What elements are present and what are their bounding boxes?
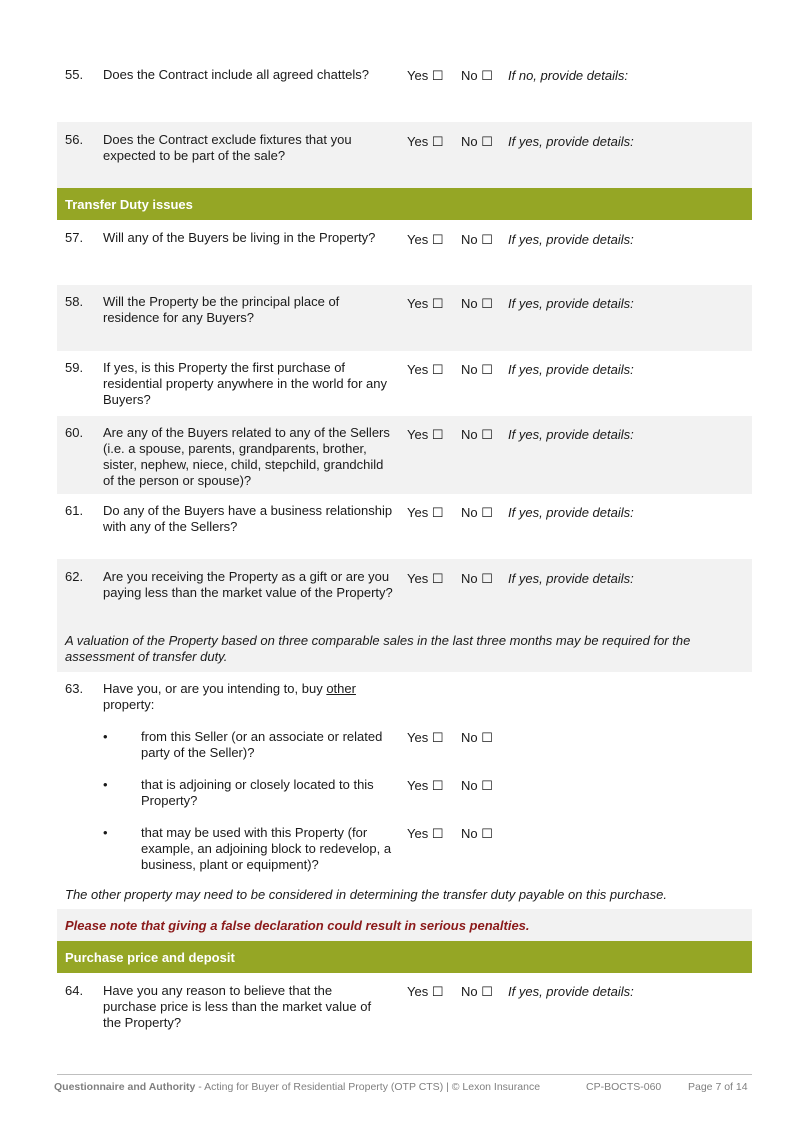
question-text: Will the Property be the principal place of residence for any Buyers? bbox=[103, 294, 340, 325]
other-property-note: The other property may need to be considered in determining the transfer duty payable on this purchase. bbox=[65, 887, 667, 902]
details-prompt[interactable]: If yes, provide details: bbox=[508, 296, 634, 311]
emphasis-underline: other bbox=[326, 681, 356, 696]
yes-checkbox[interactable]: Yes ☐ bbox=[407, 134, 444, 149]
sub-question-text: that is adjoining or closely located to this Property? bbox=[141, 777, 374, 808]
question-number: 59. bbox=[65, 360, 84, 375]
no-checkbox[interactable]: No ☐ bbox=[461, 134, 493, 149]
no-checkbox[interactable]: No ☐ bbox=[461, 362, 493, 377]
yes-checkbox[interactable]: Yes ☐ bbox=[407, 826, 444, 841]
question-text: Are you receiving the Property as a gift or are you paying less than the market value of the Property? bbox=[103, 569, 393, 600]
yes-checkbox[interactable]: Yes ☐ bbox=[407, 68, 444, 83]
yes-checkbox[interactable]: Yes ☐ bbox=[407, 505, 444, 520]
footer-divider bbox=[57, 1074, 752, 1075]
no-checkbox[interactable]: No ☐ bbox=[461, 68, 493, 83]
question-text: Have you any reason to believe that the purchase price is less than the market value of the Property? bbox=[103, 983, 372, 1030]
question-number: 63. bbox=[65, 681, 84, 696]
question-row-59 bbox=[57, 351, 752, 416]
no-checkbox[interactable]: No ☐ bbox=[461, 232, 493, 247]
question-row-56 bbox=[57, 122, 752, 188]
details-prompt[interactable]: If yes, provide details: bbox=[508, 232, 634, 247]
details-prompt[interactable]: If yes, provide details: bbox=[508, 505, 634, 520]
sub-question-text: that may be used with this Property (for example, an adjoining block to redevelop, a business, plant or equipment)? bbox=[141, 825, 392, 872]
yes-checkbox[interactable]: Yes ☐ bbox=[407, 778, 444, 793]
yes-checkbox[interactable]: Yes ☐ bbox=[407, 296, 444, 311]
false-declaration-warning: Please note that giving a false declaration could result in serious penalties. bbox=[65, 918, 530, 933]
question-text: Have you, or are you intending to, buy other property: bbox=[103, 681, 356, 712]
details-prompt[interactable]: If yes, provide details: bbox=[508, 134, 634, 149]
bullet: • bbox=[103, 777, 108, 792]
details-prompt[interactable]: If yes, provide details: bbox=[508, 571, 634, 586]
question-text: Does the Contract exclude fixtures that you expected to be part of the sale? bbox=[103, 132, 352, 163]
question-text: Are any of the Buyers related to any of the Sellers (i.e. a spouse, parents, grandparents, brother, sister, nephew, niece, child, stepchild, grandchild of the person or spouse)? bbox=[103, 425, 390, 488]
no-checkbox[interactable]: No ☐ bbox=[461, 427, 493, 442]
section-header-transfer-duty: Transfer Duty issues bbox=[57, 188, 752, 220]
question-number: 62. bbox=[65, 569, 84, 584]
details-prompt[interactable]: If yes, provide details: bbox=[508, 984, 634, 999]
question-row-64 bbox=[57, 973, 752, 1043]
footer-code: CP-BOCTS-060 bbox=[586, 1081, 662, 1093]
warning-row bbox=[57, 909, 752, 941]
valuation-note: A valuation of the Property based on three comparable sales in the last three months may be required for the assessment of transfer duty. bbox=[65, 633, 691, 664]
sub-question-text: from this Seller (or an associate or related party of the Seller)? bbox=[141, 729, 383, 760]
no-checkbox[interactable]: No ☐ bbox=[461, 505, 493, 520]
question-number: 64. bbox=[65, 983, 84, 998]
question-number: 61. bbox=[65, 503, 84, 518]
question-text: Does the Contract include all agreed chattels? bbox=[103, 67, 369, 82]
no-checkbox[interactable]: No ☐ bbox=[461, 730, 493, 745]
no-checkbox[interactable]: No ☐ bbox=[461, 296, 493, 311]
yes-checkbox[interactable]: Yes ☐ bbox=[407, 730, 444, 745]
question-number: 60. bbox=[65, 425, 84, 440]
question-text: If yes, is this Property the first purchase of residential property anywhere in the world for any Buyers? bbox=[103, 360, 387, 407]
page-number: Page 7 of 14 bbox=[688, 1081, 748, 1093]
details-prompt[interactable]: If yes, provide details: bbox=[508, 362, 634, 377]
question-row-57 bbox=[57, 220, 752, 285]
question-number: 55. bbox=[65, 67, 84, 82]
bullet: • bbox=[103, 825, 108, 840]
details-prompt[interactable]: If no, provide details: bbox=[508, 68, 628, 83]
no-checkbox[interactable]: No ☐ bbox=[461, 826, 493, 841]
bullet: • bbox=[103, 729, 108, 744]
yes-checkbox[interactable]: Yes ☐ bbox=[407, 571, 444, 586]
section-header-purchase-price: Purchase price and deposit bbox=[57, 941, 752, 973]
yes-checkbox[interactable]: Yes ☐ bbox=[407, 427, 444, 442]
question-row-63 bbox=[57, 672, 752, 909]
question-text: Will any of the Buyers be living in the Property? bbox=[103, 230, 376, 245]
question-row-55 bbox=[57, 58, 752, 122]
question-number: 57. bbox=[65, 230, 84, 245]
details-prompt[interactable]: If yes, provide details: bbox=[508, 427, 634, 442]
question-row-61 bbox=[57, 494, 752, 559]
question-row-58 bbox=[57, 285, 752, 351]
question-text: Do any of the Buyers have a business relationship with any of the Sellers? bbox=[103, 503, 393, 534]
question-row-60 bbox=[57, 416, 752, 494]
question-number: 56. bbox=[65, 132, 84, 147]
no-checkbox[interactable]: No ☐ bbox=[461, 778, 493, 793]
yes-checkbox[interactable]: Yes ☐ bbox=[407, 362, 444, 377]
no-checkbox[interactable]: No ☐ bbox=[461, 571, 493, 586]
question-row-62 bbox=[57, 559, 752, 672]
no-checkbox[interactable]: No ☐ bbox=[461, 984, 493, 999]
yes-checkbox[interactable]: Yes ☐ bbox=[407, 232, 444, 247]
footer-title: Questionnaire and Authority - Acting for Buyer of Residential Property (OTP CTS) | © Lexon Insurance bbox=[54, 1081, 541, 1093]
question-number: 58. bbox=[65, 294, 84, 309]
yes-checkbox[interactable]: Yes ☐ bbox=[407, 984, 444, 999]
